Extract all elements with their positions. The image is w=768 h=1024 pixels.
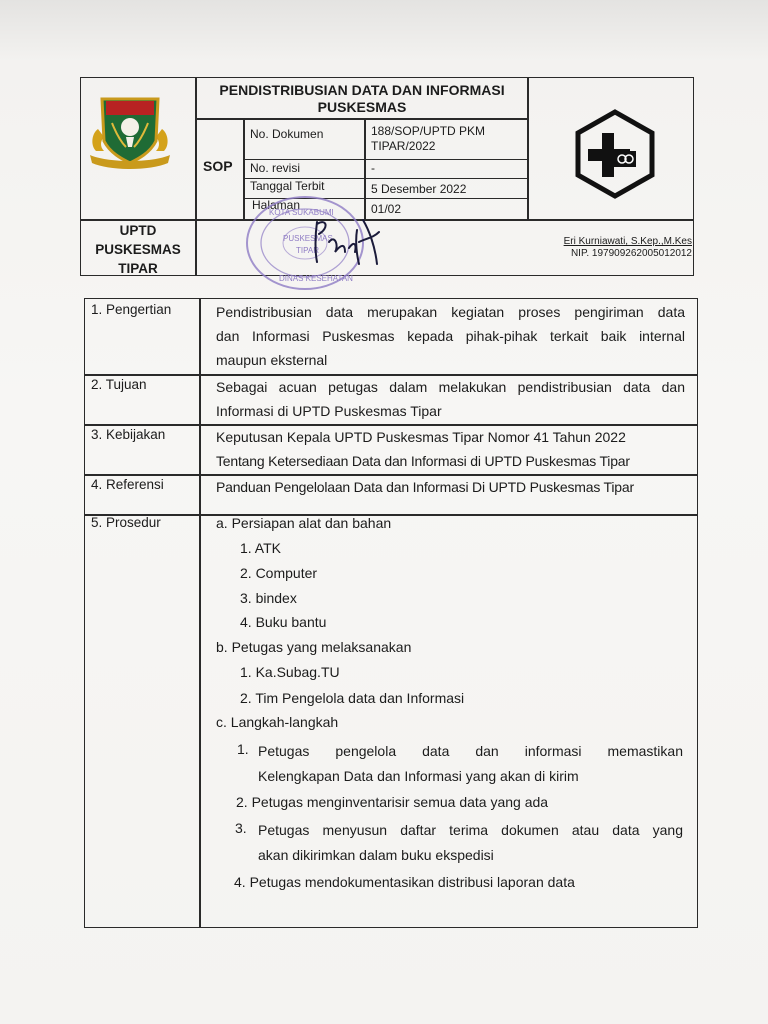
list-item: 3. bindex xyxy=(240,590,297,606)
meta-label-page: Halaman xyxy=(252,198,301,212)
signer-block xyxy=(530,236,692,260)
step-line: Petugas menyusun daftar terima dokumen atau data yang xyxy=(258,822,683,838)
meta-value-doc-number-line2: TIPAR/2022 xyxy=(371,139,436,153)
kebijakan-line: Keputusan Kepala UPTD Puskesmas Tipar Nomor 41 Tahun 2022 xyxy=(216,429,626,445)
step-line: Kelengkapan Data dan Informasi yang akan di kirim xyxy=(258,768,579,784)
signature xyxy=(305,212,395,277)
section-label-prosedur: 5. Prosedur xyxy=(91,515,161,530)
list-item: 1. Ka.Subag.TU xyxy=(240,664,340,680)
step-line: Petugas pengelola data dan informasi memastikan xyxy=(258,743,683,759)
stamp-text: TIPAR xyxy=(296,246,319,255)
section-label-tujuan: 2. Tujuan xyxy=(91,377,147,392)
kebijakan-line: Tentang Ketersediaan Data dan Informasi di UPTD Puskesmas Tipar xyxy=(216,453,630,469)
stamp-text: KOTA SUKABUMI xyxy=(269,208,334,217)
prosedur-subheading: c. Langkah-langkah xyxy=(216,714,339,730)
stamp-text: PUSKESMAS xyxy=(283,234,333,243)
stamp-text: DINAS KESEHATAN xyxy=(279,274,353,283)
table-divider xyxy=(199,298,201,928)
pengertian-line: Pendistribusian data merupakan kegiatan proses pengiriman data xyxy=(216,304,685,320)
document-title: PENDISTRIBUSIAN DATA DAN INFORMASI PUSKESMAS xyxy=(219,82,505,115)
section-label-kebijakan: 3. Kebijakan xyxy=(91,427,166,442)
unit-name xyxy=(80,221,196,278)
referensi-line: Panduan Pengelolaan Data dan Informasi Di UPTD Puskesmas Tipar xyxy=(216,479,634,495)
header-divider xyxy=(195,118,528,120)
step-number: 1. xyxy=(237,741,249,757)
list-item: 1. ATK xyxy=(240,540,281,556)
tujuan-line: Informasi di UPTD Puskesmas Tipar xyxy=(216,403,442,419)
header-divider xyxy=(243,159,528,160)
list-item: 2. Computer xyxy=(240,565,318,581)
section-label-pengertian: 1. Pengertian xyxy=(91,302,172,317)
list-item: 4. Petugas mendokumentasikan distribusi laporan data xyxy=(234,874,575,890)
unit-name-line: PUSKESMAS xyxy=(95,242,181,257)
puskesmas-logo xyxy=(570,109,660,204)
meta-label-revision: No. revisi xyxy=(250,161,301,175)
unit-name-line: TIPAR xyxy=(118,261,158,276)
sop-label: SOP xyxy=(203,158,233,174)
city-crest-logo xyxy=(88,93,172,182)
meta-label-issue-date: Tanggal Terbit xyxy=(250,179,325,193)
unit-name-line: UPTD xyxy=(119,223,157,238)
meta-label-doc-number: No. Dokumen xyxy=(250,127,324,141)
section-label-referensi: 4. Referensi xyxy=(91,477,164,492)
list-item: 2. Petugas menginventarisir semua data yang ada xyxy=(236,794,549,810)
step-number: 3. xyxy=(235,820,247,836)
pengertian-line: dan Informasi Puskesmas kepada pihak-pihak terkait baik internal xyxy=(216,328,685,344)
list-item: 2. Tim Pengelola data dan Informasi xyxy=(240,690,465,706)
meta-value-issue-date: 5 Desember 2022 xyxy=(371,182,467,196)
prosedur-subheading: a. Persiapan alat dan bahan xyxy=(216,515,392,531)
meta-value-page: 01/02 xyxy=(371,202,402,216)
signer-name: Eri Kurniawati, S.Kep.,M.Kes xyxy=(563,236,692,247)
meta-value-revision: - xyxy=(371,161,375,175)
pengertian-line: maupun eksternal xyxy=(216,352,328,368)
signer-nip: NIP. 197909262005012012 xyxy=(570,248,692,259)
tujuan-line: Sebagai acuan petugas dalam melakukan pendistribusian data dan xyxy=(216,379,685,395)
meta-value-doc-number: 188/SOP/UPTD PKM xyxy=(371,124,486,138)
step-line: akan dikirimkan dalam buku ekspedisi xyxy=(258,847,494,863)
list-item: 4. Buku bantu xyxy=(240,614,327,630)
prosedur-subheading: b. Petugas yang melaksanakan xyxy=(216,639,412,655)
